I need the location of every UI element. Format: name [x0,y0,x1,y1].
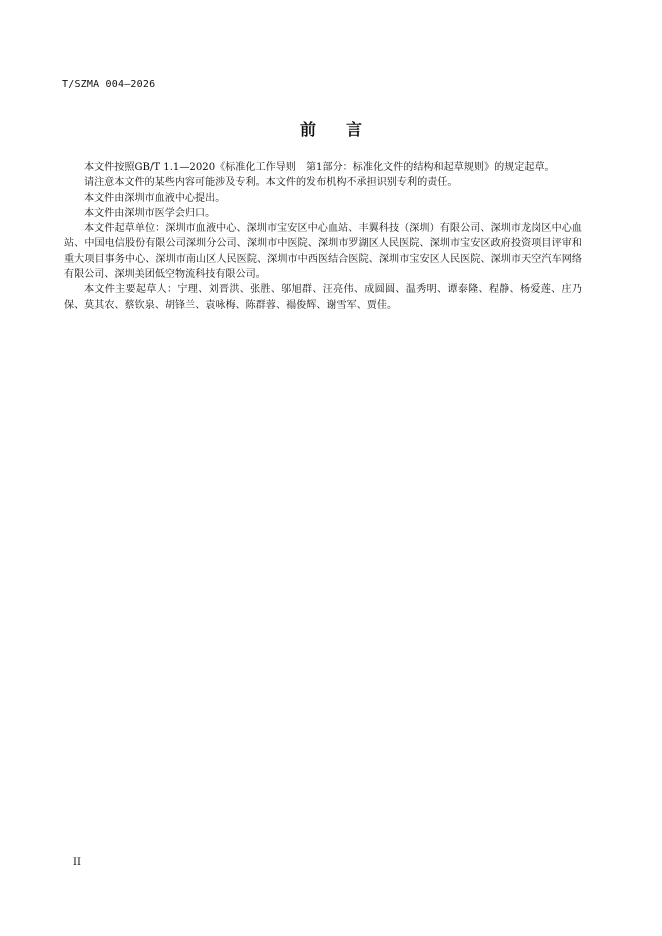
paragraph-drafting-rules: 本文件按照GB/T 1.1—2020《标准化工作导则 第1部分：标准化文件的结构和起草规则》的规定起草。 [84,162,555,173]
document-code: T/SZMA 004—2026 [62,79,156,90]
paragraph-centralized-unit: 本文件由深圳市医学会归口。 [84,207,216,219]
title-char-1: 前 [299,120,316,139]
paragraph-patent-notice: 请注意本文件的某些内容可能涉及专利。本文件的发布机构不承担识别专利的责任。 [84,177,458,189]
title-char-2: 言 [346,120,363,139]
foreword-body [64,160,582,313]
paragraph-drafters: 本文件主要起草人：宁理、刘晋洪、张胜、邬旭群、汪亮伟、成圆圆、温秀明、谭泰隆、程静、杨爱莲、庄乃保、莫其农、蔡钦泉、胡锋兰、袁咏梅、陈群蓉、褟俊辉、谢雪军、贾佳。 [64,284,582,311]
paragraph-proposer: 本文件由深圳市血液中心提出。 [84,192,226,204]
page-number: II [73,857,81,868]
paragraph-drafting-units: 本文件起草单位：深圳市血液中心、深圳市宝安区中心血站、丰翼科技（深圳）有限公司、深圳市龙岗区中心血站、中国电信股份有限公司深圳分公司、深圳市中医院、深圳市罗湖区人民医院、深圳市宝安区政府投资项目评审和重大项目事务中心、深圳市南山区人民医院、深圳市中西医结合医院、深圳市宝安区人民医院、深圳市天空汽车网络有限公司、深圳美团低空物流科技有限公司。 [64,223,582,281]
page-title [0,120,662,140]
